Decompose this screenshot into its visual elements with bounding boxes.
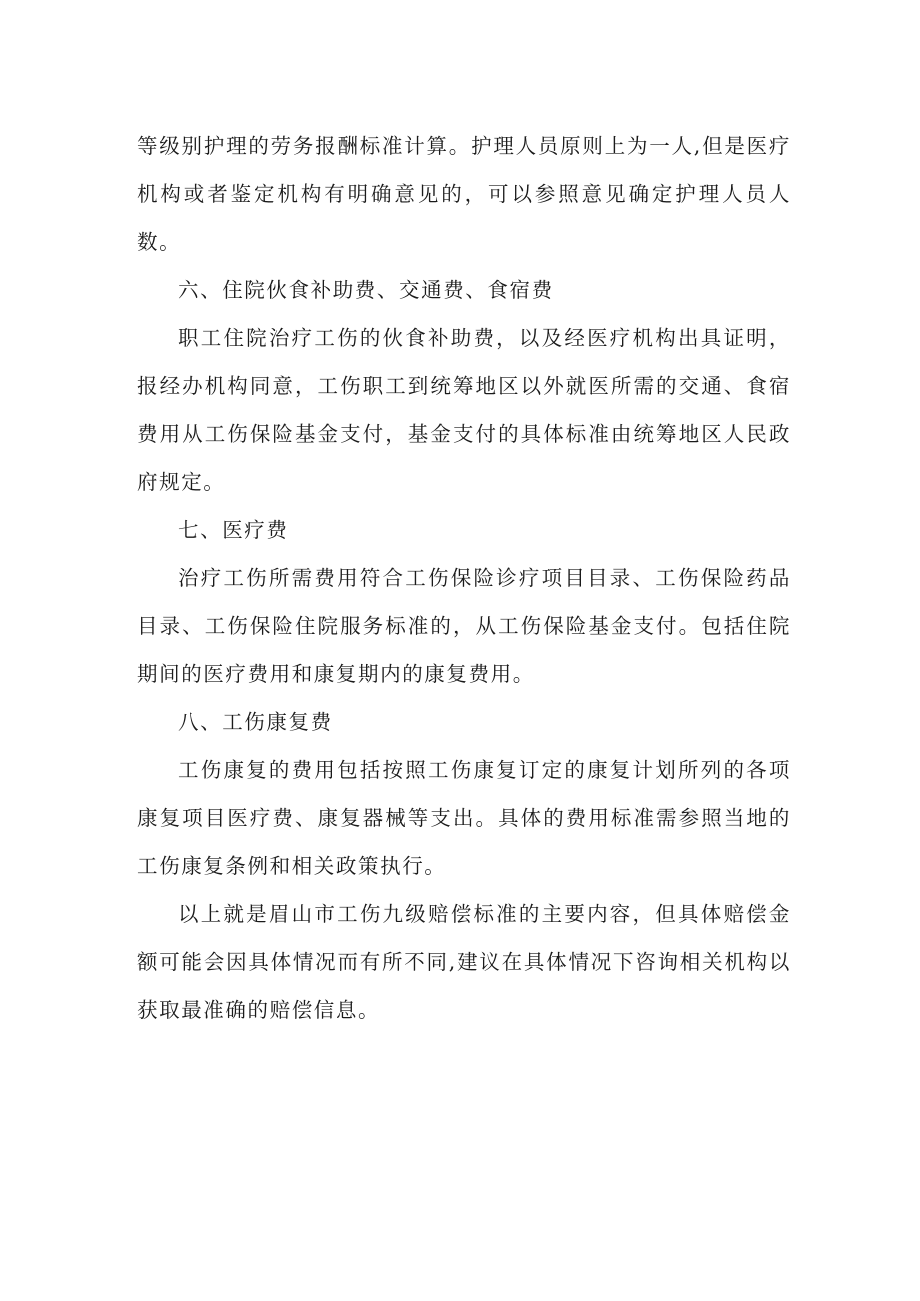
paragraph-rehabilitation: 工伤康复的费用包括按照工伤康复订定的康复计划所列的各项康复项目医疗费、康复器械等支出。具体的费用标准需参照当地的工伤康复条例和相关政策执行。 (137, 758, 791, 878)
paragraph-meal-transport: 职工住院治疗工伤的伙食补助费，以及经医疗机构出具证明，报经办机构同意，工伤职工到统筹地区以外就医所需的交通、食宿费用从工伤保险基金支付，基金支付的具体标准由统筹地区人民政府规定。 (137, 326, 791, 494)
section-heading-medical: 七、医疗费 (178, 518, 289, 542)
paragraph-summary: 以上就是眉山市工伤九级赔偿标准的主要内容，但具体赔偿金额可能会因具体情况而有所不同,建议在具体情况下咨询相关机构以获取最准确的赔偿信息。 (137, 902, 791, 1022)
section-heading-rehabilitation: 八、工伤康复费 (178, 710, 333, 734)
paragraph-medical: 治疗工伤所需费用符合工伤保险诊疗项目目录、工伤保险药品目录、工伤保险住院服务标准的，从工伤保险基金支付。包括住院期间的医疗费用和康复期内的康复费用。 (137, 566, 791, 686)
document-body (137, 122, 791, 1034)
section-heading-meal-transport: 六、住院伙食补助费、交通费、食宿费 (178, 278, 554, 302)
paragraph-nursing-continued: 等级别护理的劳务报酬标准计算。护理人员原则上为一人,但是医疗机构或者鉴定机构有明确意见的，可以参照意见确定护理人员人数。 (137, 134, 791, 254)
